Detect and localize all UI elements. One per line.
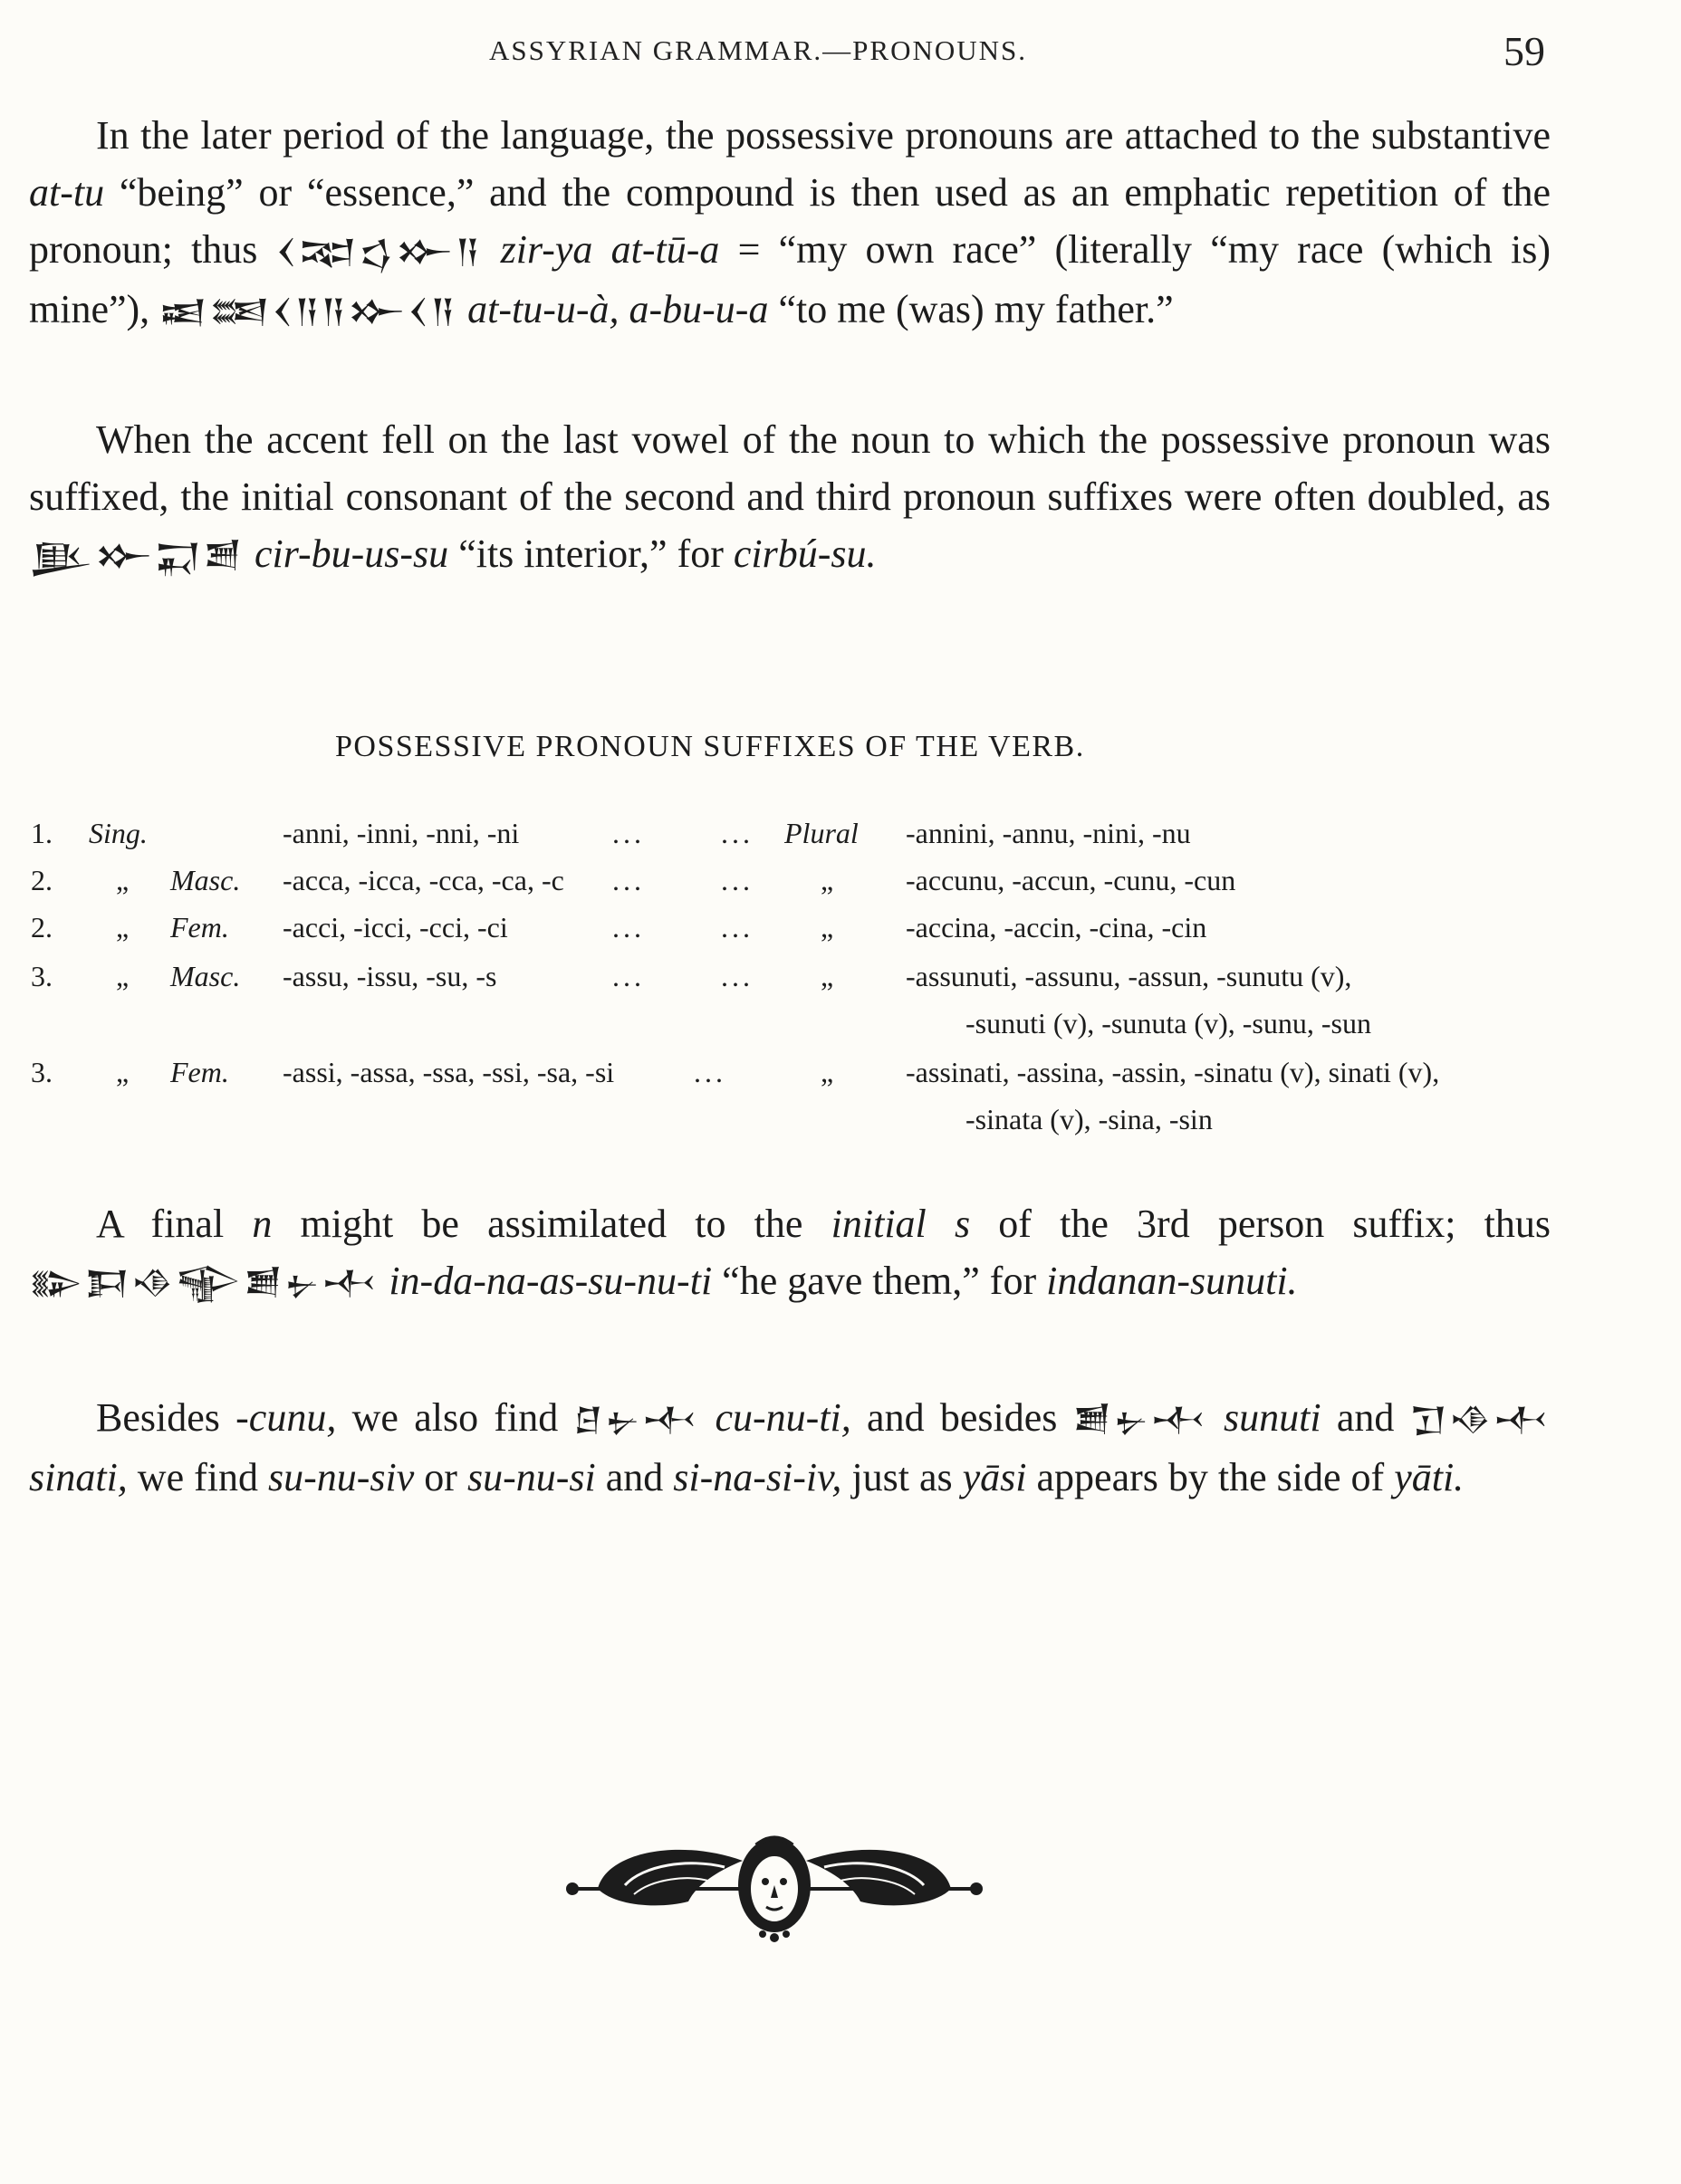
paragraph-accent-doubling: When the accent fell on the last vowel of the noun to which the possessive pronoun was suffixed, the initial consonant of the second and third pronoun suffixes were often doubled, as 𒆥𒁍𒍑𒍪 cir-bu-us-su “its interior,” for cirbú-su. bbox=[29, 417, 1551, 576]
paragraph-possessive-attu: In the later period of the language, the possessive pronouns are attached to the substantive at-tu “being” or “essence,” and the compound is then used as an emphatic repetition of the pronoun; thus 𒌋𒉈𒌓𒁍𒀀 zir-ya at-tū-a = “my own race” (literally “my race (which is) mine”), 𒀜𒌅𒌋𒀀𒀀𒁍𒌋𒀀 at-tu-u-à, a-bu-u-a “to me (was) my father.” bbox=[29, 113, 1551, 331]
cuneiform-text: 𒋛𒈾𒋾 bbox=[1409, 1402, 1551, 1439]
cuneiform-text: 𒅔𒁕𒈾𒊍𒋢𒉡𒋾 bbox=[29, 1265, 379, 1302]
paragraph-final-n: A final n might be assimilated to the initial s of the 3rd person suffix; thus 𒅔𒁕𒈾𒊍𒋢𒉡𒋾 in-da-na-as-su-nu-ti “he gave them,” for indanan-sunuti. bbox=[29, 1202, 1551, 1303]
table-title: POSSESSIVE PRONOUN SUFFIXES OF THE VERB. bbox=[335, 730, 1085, 763]
cuneiform-text: 𒀜𒌅𒌋𒀀𒀀𒁍𒌋𒀀 bbox=[159, 293, 458, 330]
running-head: ASSYRIAN GRAMMAR.—PRONOUNS. bbox=[489, 34, 1028, 66]
ornament-graphic bbox=[562, 1829, 987, 1947]
cuneiform-text: 𒆪𒉡𒋾 bbox=[573, 1402, 700, 1439]
page: ASSYRIAN GRAMMAR.—PRONOUNS. 59 In the later period of the language, the possessive pronouns are attached to the substantive at-tu “being” or “essence,” and the compound is then used as an emphatic repetition of the pronoun; thus 𒌋𒉈𒌓𒁍𒀀 zir-ya at-tū-a = “my own race” (literally “my race (which is) mine”), 𒀜𒌅𒌋𒀀𒀀𒁍𒌋𒀀 at-tu-u-à, a-bu-u-a “to me (was) my father.” When the accent fell on the last vowel of the noun to which the possessive pronoun was suffixed, the initial consonant of the second and third pronoun suffixes were often doubled, as 𒆥𒁍𒍑𒍪 cir-bu-us-su “its interior,” for cirbú-su. POSSESSIVE PRONOUN SUFFIXES OF THE VERB. 1. Sing. -anni, -inni, -nni, -ni ... ... Plural -annini, -annu, -nini, -nu 2. „ Masc. -acca, -icca, -cca, -ca, -c ... ... „ -accunu, -accun, -cunu, -cun 2. „ Fem. -acci, -icci, -cci, -ci ... ... „ -accina, -accin, -cina, -cin 3. „ Masc. -assu, -issu, -su, -s ... ... „ -assunuti, -assunu, -assun, -sunutu (v), -sunuti (v), -sunuta (v), -sunu, -sun 3. „ Fem. -assi, -assa, -ssa, -ssi, -sa, -si ... „ -assinati, -assina, -assin, -sinatu (v), sinati (v), -sinata (v), -sina, -sin A final n might be assimilated to the initial s of the 3rd person suffix; thus 𒅔𒁕𒈾𒊍𒋢𒉡𒋾 in-da-na-as-su-nu-ti “he gave them,” for indanan-sunuti. Besides -cunu, we also find 𒆪𒉡𒋾 cu-nu-ti, and besides 𒋢𒉡𒋾 sunuti and 𒋛𒈾𒋾 sinati, we find su-nu-siv or su-nu-si and si-na-si-iv, just as yāsi appears by the side of yāti. bbox=[0, 0, 1681, 2184]
cuneiform-text: 𒋢𒉡𒋾 bbox=[1072, 1402, 1208, 1439]
paragraph-besides-cunu: Besides -cunu, we also find 𒆪𒉡𒋾 cu-nu-ti, and besides 𒋢𒉡𒋾 sunuti and 𒋛𒈾𒋾 sinati, we find su-nu-siv or su-nu-si and si-na-si-iv, just as yāsi appears by the side of yāti. bbox=[29, 1395, 1551, 1499]
cuneiform-text: 𒆥𒁍𒍑𒍪 bbox=[29, 538, 245, 575]
cuneiform-text: 𒌋𒉈𒌓𒁍𒀀 bbox=[275, 234, 483, 271]
page-number: 59 bbox=[1503, 28, 1545, 74]
tailpiece-ornament bbox=[562, 1829, 987, 1947]
